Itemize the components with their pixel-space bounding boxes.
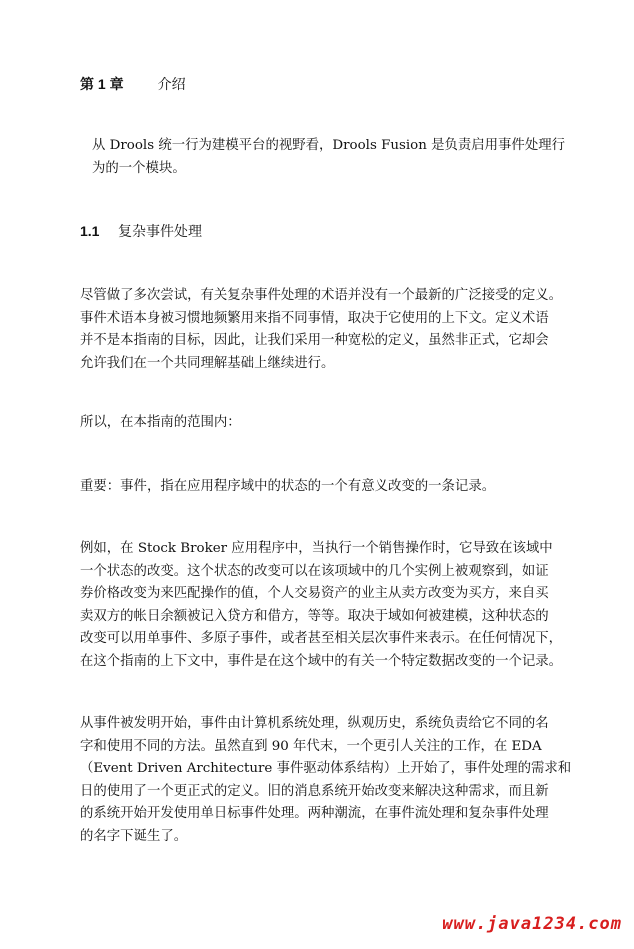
- paragraph-line: 券价格改变为来匹配操作的值，个人交易资产的业主从卖方改变为买方，来自买: [80, 586, 549, 601]
- paragraph-line: （Event Driven Architecture 事件驱动体系结构）上开始了，事件处理的需求和: [80, 761, 572, 776]
- paragraph-line: 字和使用不同的方法。虽然直到 90 年代末，一个更引人关注的工作，在 EDA: [80, 738, 542, 754]
- paragraph-line: 尽管做了多次尝试，有关复杂事件处理的术语并没有一个最新的广泛接受的定义。: [80, 288, 563, 303]
- paragraph-line: 所以，在本指南的范围内：: [80, 415, 241, 430]
- paragraph-line: 日的使用了一个更正式的定义。旧的消息系统开始改变来解决这种需求，而且新: [80, 783, 549, 799]
- paragraph-line: 一个状态的改变。这个状态的改变可以在该项域中的几个实例上被观察到，如证: [80, 563, 549, 579]
- paragraph-line: 从事件被发明开始，事件由计算机系统处理，纵观历史，系统负责给它不同的名: [80, 716, 549, 731]
- section-number: 1.1: [80, 223, 100, 239]
- paragraph-line: 的名字下诞生了。: [80, 828, 188, 844]
- example-paragraph: [80, 538, 586, 673]
- intro-paragraph: [92, 135, 588, 180]
- section-heading: [80, 221, 202, 242]
- scope-paragraph: [80, 412, 586, 435]
- chapter-title: 介绍: [157, 77, 186, 93]
- history-paragraph: [80, 713, 586, 848]
- paragraph-line: 允许我们在一个共同理解基础上继续进行。: [80, 355, 335, 371]
- paragraph-line: 事件术语本身被习惯地频繁用来指不同事情，取决于它使用的上下文。定义术语: [80, 310, 549, 326]
- section-title: 复杂事件处理: [118, 224, 202, 240]
- paragraph-line: 的系统开始开发使用单日标事件处理。两种潮流，在事件流处理和复杂事件处理: [80, 806, 549, 821]
- paragraph-line: 卖双方的帐日余额被记入贷方和借方，等等。取决于域如何被建模，这种状态的: [80, 608, 549, 624]
- paragraph-line: 并不是本指南的目标，因此，让我们采用一种宽松的定义，虽然非正式，它却会: [80, 333, 549, 348]
- paragraph-line: 重要：事件，指在应用程序域中的状态的一个有意义改变的一条记录。: [80, 479, 496, 494]
- paragraph-line: 例如，在 Stock Broker 应用程序中，当执行一个销售操作时，它导致在该域中: [80, 541, 553, 556]
- paragraph-line: 为的一个模块。: [92, 160, 186, 176]
- paragraph-line: 改变可以用单事件、多原子事件，或者甚至相关层次事件来表示。在任何情况下，: [80, 631, 563, 646]
- paragraph-line: 从 Drools 统一行为建模平台的视野看，Drools Fusion 是负责启用事件处理行: [92, 138, 565, 153]
- important-note: [80, 476, 586, 499]
- paragraph-line: 在这个指南的上下文中，事件是在这个域中的有关一个特定数据改变的一个记录。: [80, 653, 563, 669]
- watermark-link[interactable]: www.java1234.com: [442, 914, 622, 934]
- chapter-heading: [80, 74, 186, 95]
- definition-paragraph: [80, 285, 586, 375]
- chapter-number: 第 1 章: [80, 76, 124, 92]
